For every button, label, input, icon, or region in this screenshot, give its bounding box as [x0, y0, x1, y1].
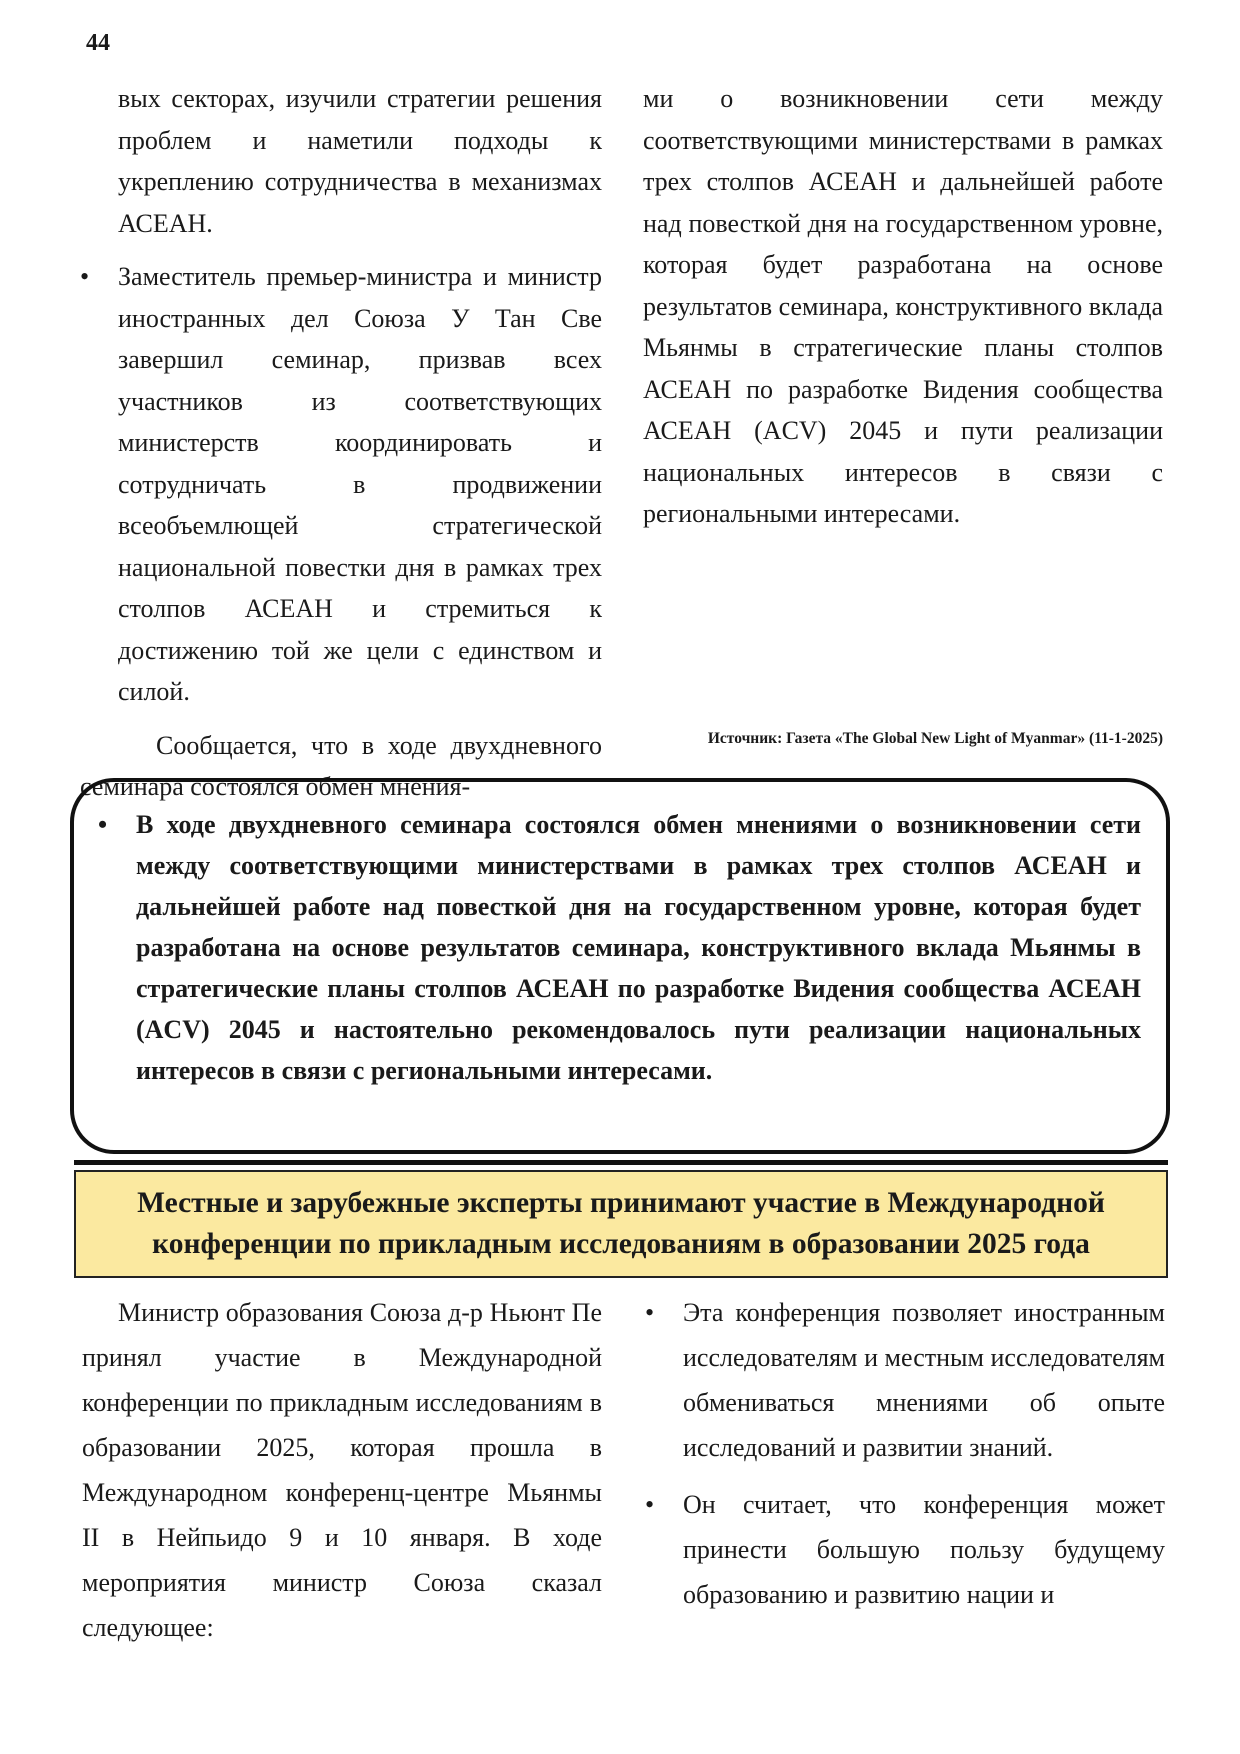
highlight-box — [70, 778, 1170, 1154]
paragraph: Министр образования Союза д-р Ньюнт Пе принял участие в Международной конференции по прикладным исследованиям в образовании 2025, которая прошла в Международном конференц-центре Мьянмы II в Нейпьидо 9 и 10 января. В ходе мероприятия министр Союза сказал следующее: — [82, 1298, 602, 1642]
bullet-list — [683, 1290, 1165, 1617]
continued-paragraph: вых секторах, изучили стратегии решения проблем и наметили подходы к укреплению сотрудничества в механизмах АСЕАН. — [118, 84, 602, 238]
source-citation: Источник: Газета «The Global New Light of Myanmar» (11-1-2025) — [707, 730, 1163, 747]
article-headline: Местные и зарубежные эксперты принимают участие в Международной конференции по прикладным исследованиям в образовании 2025 года — [74, 1170, 1168, 1278]
page-number: 44 — [86, 30, 110, 56]
bottom-left-column — [82, 1290, 602, 1650]
list-item: • Эта конференция позволяет иностранным исследователям и местным исследователям обмениваться мнениями об опыте исследований и развитии знаний. — [683, 1290, 1165, 1470]
bullet-list — [118, 256, 602, 713]
top-left-column — [80, 78, 602, 808]
paragraph: Сообщается, что в ходе двухдневного семинара состоялся обмен мнения- — [80, 730, 602, 801]
list-item: • Заместитель премьер-министра и министр иностранных дел Союза У Тан Све завершил семинар, призвав всех участников из соответствующих министерств координировать и сотрудничать в продвижении всеобъемлющей стратегической национальной повестки дня в рамках трех столпов АСЕАН и стремиться к достижению той же цели с единством и силой. — [118, 256, 602, 713]
highlight-list — [136, 804, 1141, 1091]
top-right-column — [643, 78, 1163, 535]
divider — [74, 1160, 1168, 1165]
highlight-item: • В ходе двухдневного семинара состоялся обмен мнениями о возникновении сети между соответствующими министерствами в рамках трех столпов АСЕАН и дальнейшей работе над повесткой дня на государственном уровне, которая будет разработана на основе результатов семинара, конструктивного вклада Мьянмы в стратегические планы столпов АСЕАН по разработке Видения сообщества АСЕАН (ACV) 2045 и настоятельно рекомендовалось пути реализации национальных интересов в связи с региональными интересами. — [136, 804, 1141, 1091]
bottom-right-column — [683, 1290, 1165, 1629]
list-item: • Он считает, что конференция может принести большую пользу будущему образованию и развитию нации и — [683, 1482, 1165, 1617]
paragraph: ми о возникновении сети между соответствующими министерствами в рамках трех столпов АСЕАН и дальнейшей работе над повесткой дня на государственном уровне, которая будет разработана на основе результатов семинара, конструктивного вклада Мьянмы в стратегические планы столпов АСЕАН по разработке Видения сообщества АСЕАН (ACV) 2045 и пути реализации национальных интересов в связи с региональными интересами. — [643, 84, 1163, 528]
